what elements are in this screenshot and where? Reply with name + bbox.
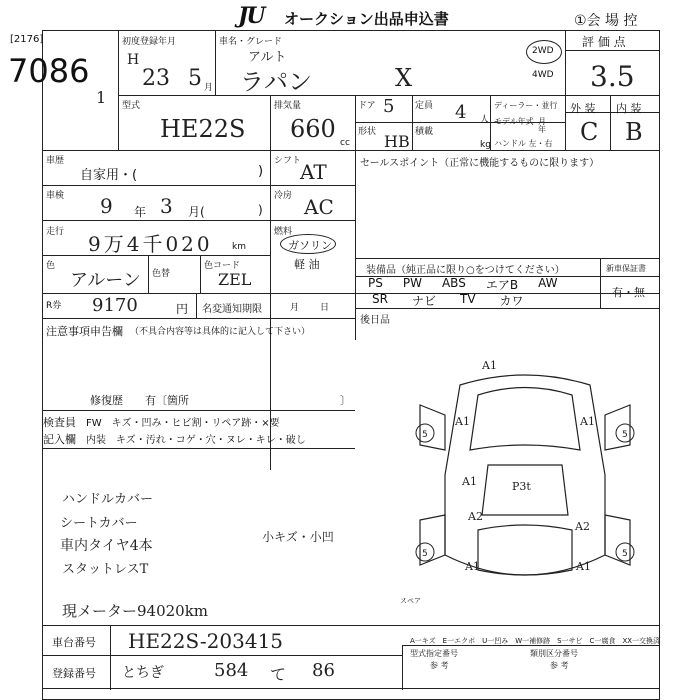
class-ref-label: 参 考 xyxy=(550,661,569,670)
notice-label: 名変通知期限 xyxy=(202,304,262,315)
mark-front-left: A1 xyxy=(455,415,470,428)
tire-rl: 5 xyxy=(422,549,428,559)
color-label: 色 xyxy=(46,261,56,271)
equipment-row1 xyxy=(368,276,557,293)
inspection-close: ) xyxy=(258,203,263,217)
rating-score: 3.5 xyxy=(590,60,635,93)
mark-left-rear-door: A2 xyxy=(468,510,483,523)
inspection-month-unit: 月( xyxy=(188,205,205,219)
model-value: HE22S xyxy=(160,115,246,143)
shape-value: HB xyxy=(384,132,410,151)
reg-era: H xyxy=(127,52,140,68)
reg-date-label: 初度登録年月 xyxy=(122,37,177,47)
handle-label: ハンドル 左・右 xyxy=(494,139,553,148)
shift-label: シフト xyxy=(274,156,302,166)
mark-front: A1 xyxy=(482,359,497,372)
notes-label: 注意事項申告欄 xyxy=(46,325,123,338)
fuel-gas: ガソリン xyxy=(288,239,332,252)
lot-sub: 1 xyxy=(96,88,107,107)
notes-hint: （不具合内容等は具体的に記入して下さい） xyxy=(130,327,311,337)
history-label: 車歴 xyxy=(46,156,65,166)
capacity-unit: 人 xyxy=(480,115,490,125)
rating-label: 評 価 点 xyxy=(582,35,626,49)
capacity-label: 定員 xyxy=(415,101,434,111)
door-label: ドア xyxy=(358,101,376,111)
logo: JU xyxy=(238,3,264,29)
sales-point-label: セールスポイント（正常に機能するものに限ります） xyxy=(360,158,600,169)
car-grade: X xyxy=(395,64,413,92)
car-name: ラパン xyxy=(240,68,312,96)
exterior-grade: C xyxy=(580,118,599,146)
note-2: シートカバー xyxy=(60,516,138,531)
mileage-label: 走行 xyxy=(46,227,65,237)
checker-row-2: 内装 キズ・汚れ・コゲ・穴・ヌレ・キレ・破し xyxy=(86,435,306,446)
inspection-year-unit: 年 xyxy=(134,205,147,219)
mark-rear-right: A1 xyxy=(576,560,591,573)
checker-row-1: FW キズ・凹み・ヒビ割・リペア跡・×要 xyxy=(86,418,280,429)
plate-number: 86 xyxy=(312,660,335,681)
disp-value: 660 xyxy=(290,115,336,143)
fuel-diesel: 軽 油 xyxy=(294,258,320,271)
mileage-unit: km xyxy=(232,242,246,252)
lot-id: [2176] xyxy=(10,34,44,45)
checker-label-2: 記入欄 xyxy=(43,433,76,446)
fuel-label: 燃料 xyxy=(274,227,293,237)
shift-value: AT xyxy=(300,160,327,184)
model-year-label: モデル年式 xyxy=(494,117,534,126)
repair-close: 〕 xyxy=(340,394,351,407)
cooling-value: AC xyxy=(304,195,334,219)
color-code-label: 色コード xyxy=(204,261,241,271)
color-value: アルーン xyxy=(70,270,141,291)
type-number-label: 型式指定番号 xyxy=(410,649,458,658)
equip-leather: カワ xyxy=(499,294,524,308)
color-change-label: 色替 xyxy=(152,269,171,279)
plate-label: 登録番号 xyxy=(52,667,96,680)
damage-legend: A一キズ E一エクボ U一凹み W一補修跡 S一サビ C一腐食 XX一交換済 xyxy=(410,637,661,645)
tire-fr: 5 xyxy=(622,430,628,440)
lot-number: 7086 xyxy=(8,52,90,90)
interior-grade: B xyxy=(625,118,643,146)
reg-month-unit: 月 xyxy=(204,83,214,93)
notice-day: 日 xyxy=(320,303,330,313)
history-close: ) xyxy=(258,164,264,179)
recycle-value: 9170 xyxy=(92,295,138,316)
tire-fl: 5 xyxy=(422,430,428,440)
inspection-month: 3 xyxy=(160,194,173,218)
form-title: オークション出品申込書 xyxy=(284,10,449,28)
mark-front-right: A1 xyxy=(580,415,595,428)
dealer-label: ディーラー・並行 xyxy=(494,101,558,110)
mark-rear-left: A1 xyxy=(465,560,480,573)
car-diagram xyxy=(400,355,650,610)
drive-2wd: 2WD xyxy=(532,46,554,56)
equip-pw: PW xyxy=(402,276,422,290)
equip-navi: ナビ xyxy=(411,294,436,308)
warranty-value: 有・無 xyxy=(612,286,645,299)
equipment-label: 装備品（純正品に限り○をつけてください） xyxy=(366,265,565,276)
inspection-label: 車検 xyxy=(46,191,65,201)
recycle-label: R券 xyxy=(46,301,62,311)
notice-month: 月 xyxy=(290,303,300,313)
load-label: 積載 xyxy=(415,127,434,137)
equip-aw: AW xyxy=(538,276,558,290)
load-unit: kg xyxy=(480,140,491,150)
model-year-month: 月 xyxy=(538,117,546,126)
equip-tv: TV xyxy=(459,292,476,306)
venue-copy-label: ①会 場 控 xyxy=(574,13,638,29)
car-name-top: アルト xyxy=(248,50,287,65)
type-ref-label: 参 考 xyxy=(430,661,449,670)
equip-abs: ABS xyxy=(441,276,466,290)
warranty-label: 新車保証書 xyxy=(606,264,646,273)
model-year-year: 年 xyxy=(538,125,546,134)
car-name-label: 車名・グレード xyxy=(219,37,283,47)
cooling-label: 冷房 xyxy=(274,191,293,201)
tire-rr: 5 xyxy=(622,549,628,559)
chassis-number: HE22S-203415 xyxy=(128,629,284,653)
reg-month: 5 xyxy=(188,66,202,91)
class-number-label: 類別区分番号 xyxy=(530,649,578,658)
reg-year: 23 xyxy=(142,66,170,91)
note-1: ハンドルカバー xyxy=(62,492,154,507)
disp-label: 排気量 xyxy=(274,101,302,111)
after-install-label: 後日品 xyxy=(360,315,390,326)
model-label: 型式 xyxy=(122,101,141,111)
checker-label-1: 検査員 xyxy=(43,416,76,429)
equip-ps: PS xyxy=(368,276,383,290)
plate-kana: て xyxy=(270,665,287,684)
damage-note: 小キズ・小凹 xyxy=(262,530,334,544)
meter-note: 現メーター94020km xyxy=(62,602,209,620)
capacity-value: 4 xyxy=(455,102,467,123)
mark-roof: P3t xyxy=(512,480,531,493)
plate-class: 584 xyxy=(214,660,249,681)
door-value: 5 xyxy=(383,96,395,117)
inspection-year: 9 xyxy=(100,194,113,218)
plate-region: とちぎ xyxy=(122,665,164,681)
mark-right-rear-door: A2 xyxy=(575,520,590,533)
note-4: スタットレスT xyxy=(62,562,149,577)
exterior-label: 外 装 xyxy=(570,102,596,115)
history-value: 自家用・( xyxy=(80,168,138,183)
mark-left-door: A1 xyxy=(462,475,477,488)
note-3: 車内タイヤ4本 xyxy=(60,538,153,554)
shape-label: 形状 xyxy=(358,127,377,137)
recycle-unit: 円 xyxy=(176,302,189,316)
disp-unit: cc xyxy=(340,138,350,148)
equip-sr: SR xyxy=(372,292,388,306)
equipment-row2 xyxy=(372,292,524,309)
equip-airbag: エアB xyxy=(485,278,519,292)
drive-4wd: 4WD xyxy=(532,70,554,80)
interior-label: 内 装 xyxy=(616,102,642,115)
mileage-value: 9万4千020 xyxy=(88,232,213,256)
chassis-label: 車台番号 xyxy=(52,636,96,649)
repair-history: 修復歴 有〔箇所 xyxy=(90,394,189,407)
color-code: ZEL xyxy=(218,270,252,289)
spare-label: スペア xyxy=(400,597,421,605)
